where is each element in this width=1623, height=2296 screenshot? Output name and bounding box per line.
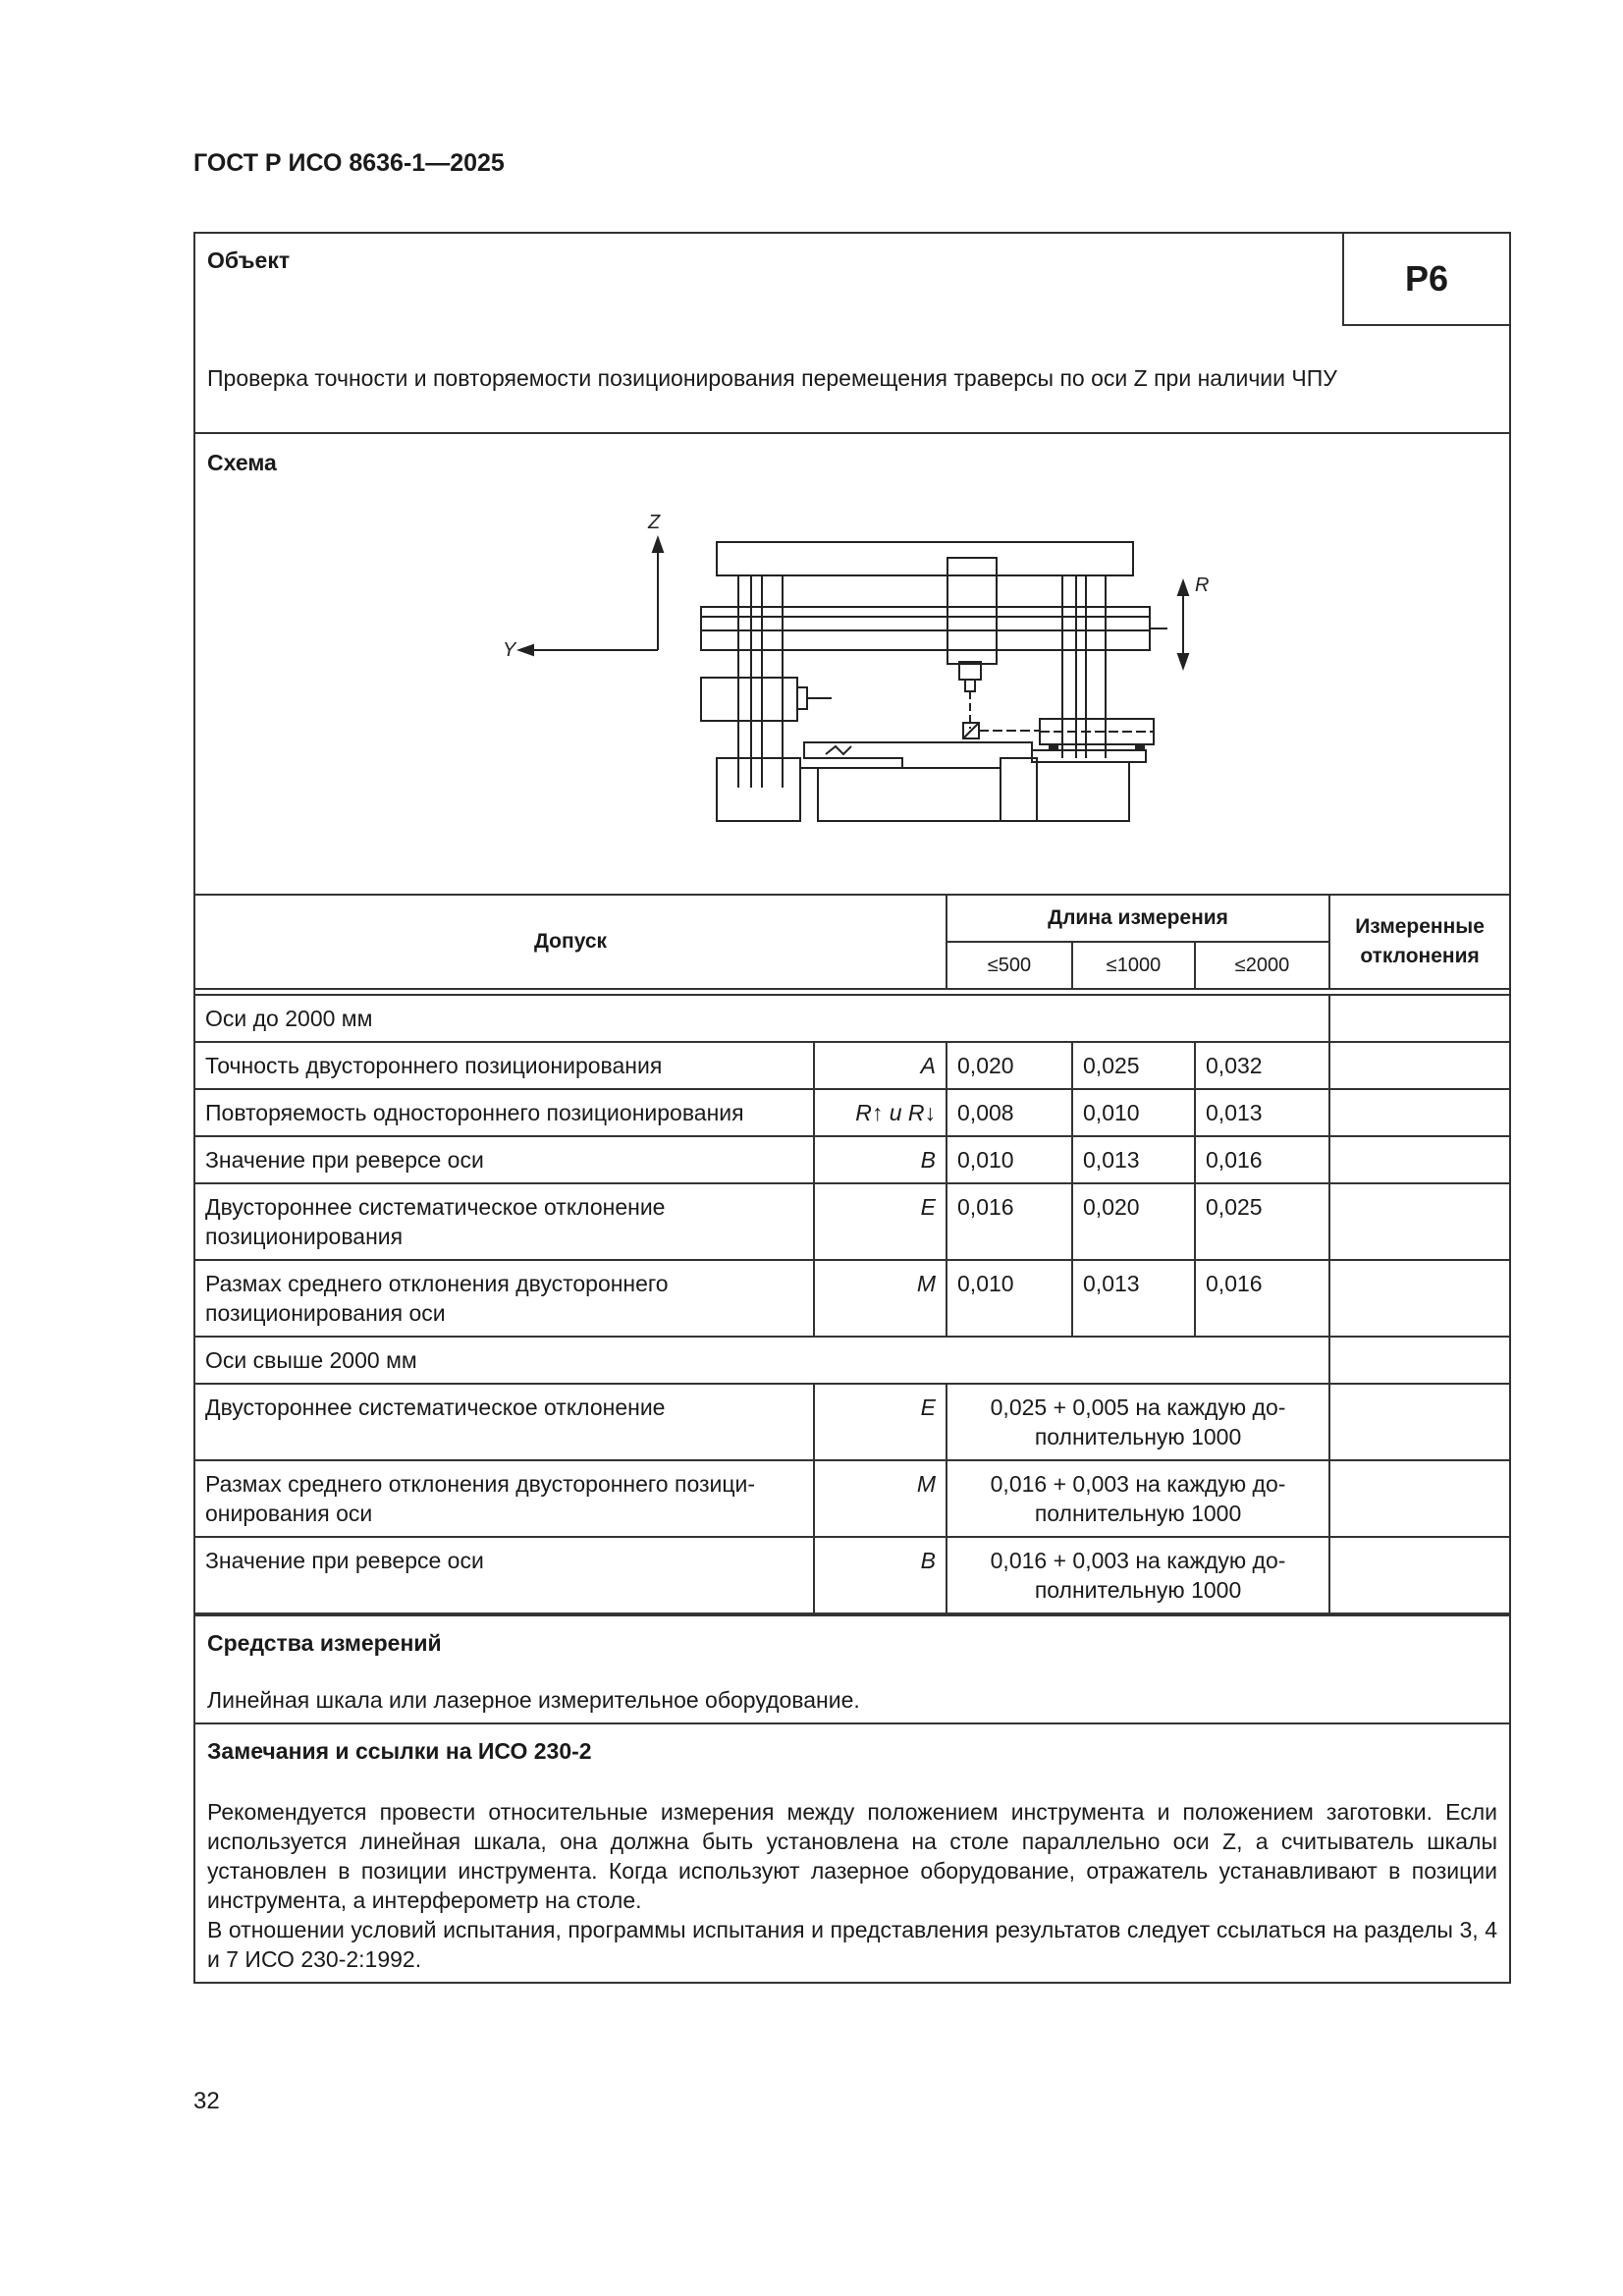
col-tolerance: Допуск xyxy=(195,896,947,989)
col-measured: Измеренные отклонения xyxy=(1329,896,1509,989)
table-row xyxy=(195,1183,1509,1260)
row-name: Двустороннее систематическое отклонение позиционирования xyxy=(195,1183,814,1260)
object-title: Объект xyxy=(207,247,291,273)
row-value: 0,016 xyxy=(1195,1260,1329,1337)
row-value: 0,025 xyxy=(1195,1183,1329,1260)
test-sheet xyxy=(193,232,1511,1984)
worktable xyxy=(804,742,1032,768)
test-code: P6 xyxy=(1342,234,1509,326)
machine-diagram xyxy=(195,434,1509,894)
table-header-row xyxy=(195,896,1509,942)
length-1000: ≤1000 xyxy=(1072,942,1195,989)
row-value: 0,016 xyxy=(947,1183,1072,1260)
row-value: 0,010 xyxy=(947,1260,1072,1337)
tolerance-table xyxy=(195,896,1509,1614)
row-value: 0,016 xyxy=(1195,1136,1329,1183)
row-value: 0,008 xyxy=(947,1089,1072,1136)
means-section xyxy=(195,1616,1509,1724)
row-value: 0,020 xyxy=(1072,1183,1195,1260)
measured-cell xyxy=(1329,1089,1509,1136)
row-value: 0,013 xyxy=(1072,1136,1195,1183)
object-section xyxy=(195,234,1509,434)
remarks-section xyxy=(195,1724,1509,1982)
measured-cell xyxy=(1329,1260,1509,1337)
row-symbol: M xyxy=(814,1460,947,1537)
row-value: 0,013 xyxy=(1072,1260,1195,1337)
table-row xyxy=(195,1089,1509,1136)
row-name: Точность двустороннего позиционирования xyxy=(195,1042,814,1089)
y-axis-arrow xyxy=(519,645,533,655)
page-number: 32 xyxy=(193,2088,220,2114)
scheme-title: Схема xyxy=(207,450,277,475)
row-symbol: E xyxy=(814,1384,947,1460)
measured-cell xyxy=(1329,1136,1509,1183)
row-name: Повторяемость одностороннего позиционирования xyxy=(195,1089,814,1136)
group-title: Оси до 2000 мм xyxy=(195,995,1329,1042)
table-row xyxy=(195,1460,1509,1537)
document-header: ГОСТ Р ИСО 8636-1—2025 xyxy=(193,149,505,177)
row-value: 0,013 xyxy=(1195,1089,1329,1136)
row-name: Размах среднего отклонения двустороннего позици-онирования оси xyxy=(195,1460,814,1537)
row-symbol: B xyxy=(814,1136,947,1183)
means-title: Средства измерений xyxy=(207,1630,442,1656)
row-value: 0,020 xyxy=(947,1042,1072,1089)
group-row xyxy=(195,995,1509,1042)
group-title: Оси свыше 2000 мм xyxy=(195,1337,1329,1384)
table-row xyxy=(195,1042,1509,1089)
row-symbol: B xyxy=(814,1537,947,1613)
row-value: 0,032 xyxy=(1195,1042,1329,1089)
group-row xyxy=(195,1337,1509,1384)
measured-cell xyxy=(1329,1384,1509,1460)
row-value: 0,025 xyxy=(1072,1042,1195,1089)
measured-cell xyxy=(1329,1537,1509,1613)
row-name: Двустороннее систематическое отклонение xyxy=(195,1384,814,1460)
scheme-section xyxy=(195,434,1509,896)
row-symbol: R↑ и R↓ xyxy=(814,1089,947,1136)
row-name: Значение при реверсе оси xyxy=(195,1136,814,1183)
remarks-paragraph: В отношении условий испытания, программы испытания и представления результатов следует ссылаться на разделы 3, 4 и 7 ИСО 230-2:1992. xyxy=(207,1917,1497,1972)
table-row xyxy=(195,1136,1509,1183)
y-axis-label: Y xyxy=(503,639,516,661)
z-axis-arrow xyxy=(653,538,663,552)
r-label: R xyxy=(1195,574,1210,596)
measured-cell xyxy=(1329,1183,1509,1260)
row-symbol: E xyxy=(814,1183,947,1260)
top-beam xyxy=(717,542,1133,575)
row-value: 0,010 xyxy=(1072,1089,1195,1136)
row-name: Размах среднего отклонения двустороннего позиционирования оси xyxy=(195,1260,814,1337)
table-row xyxy=(195,1384,1509,1460)
remarks-text xyxy=(207,1797,1497,1974)
object-description: Проверка точности и повторяемости позиционирования перемещения траверсы по оси Z при наличии ЧПУ xyxy=(207,365,1337,391)
ram xyxy=(947,558,997,664)
col-length: Длина измерения xyxy=(947,896,1329,942)
remarks-paragraph: Рекомендуется провести относительные измерения между положением инструмента и положением заготовки. Если используется линейная шкала, она должна быть установлена на столе параллельно оси Z, а считыватель шкалы установлен в позиции инструмента. Когда используют лазерное оборудование, отражатель устанавливают в позиции инструмента, а интерферометр на столе. xyxy=(207,1799,1497,1913)
row-value: 0,025 + 0,005 на каждую до-полнительную 1000 xyxy=(947,1384,1329,1460)
row-value: 0,016 + 0,003 на каждую до-полнительную 1000 xyxy=(947,1460,1329,1537)
row-symbol: A xyxy=(814,1042,947,1089)
measured-cell xyxy=(1329,1042,1509,1089)
table-row xyxy=(195,1537,1509,1613)
length-500: ≤500 xyxy=(947,942,1072,989)
tolerance-section xyxy=(195,896,1509,1616)
z-axis-label: Z xyxy=(648,512,661,533)
row-symbol: M xyxy=(814,1260,947,1337)
remarks-title: Замечания и ссылки на ИСО 230-2 xyxy=(207,1738,592,1764)
length-2000: ≤2000 xyxy=(1195,942,1329,989)
row-value: 0,016 + 0,003 на каждую до-полнительную 1000 xyxy=(947,1537,1329,1613)
table-row xyxy=(195,1260,1509,1337)
row-name: Значение при реверсе оси xyxy=(195,1537,814,1613)
crossrail xyxy=(701,607,1150,650)
means-text: Линейная шкала или лазерное измерительное оборудование. xyxy=(207,1687,860,1713)
measured-cell xyxy=(1329,1460,1509,1537)
row-value: 0,010 xyxy=(947,1136,1072,1183)
